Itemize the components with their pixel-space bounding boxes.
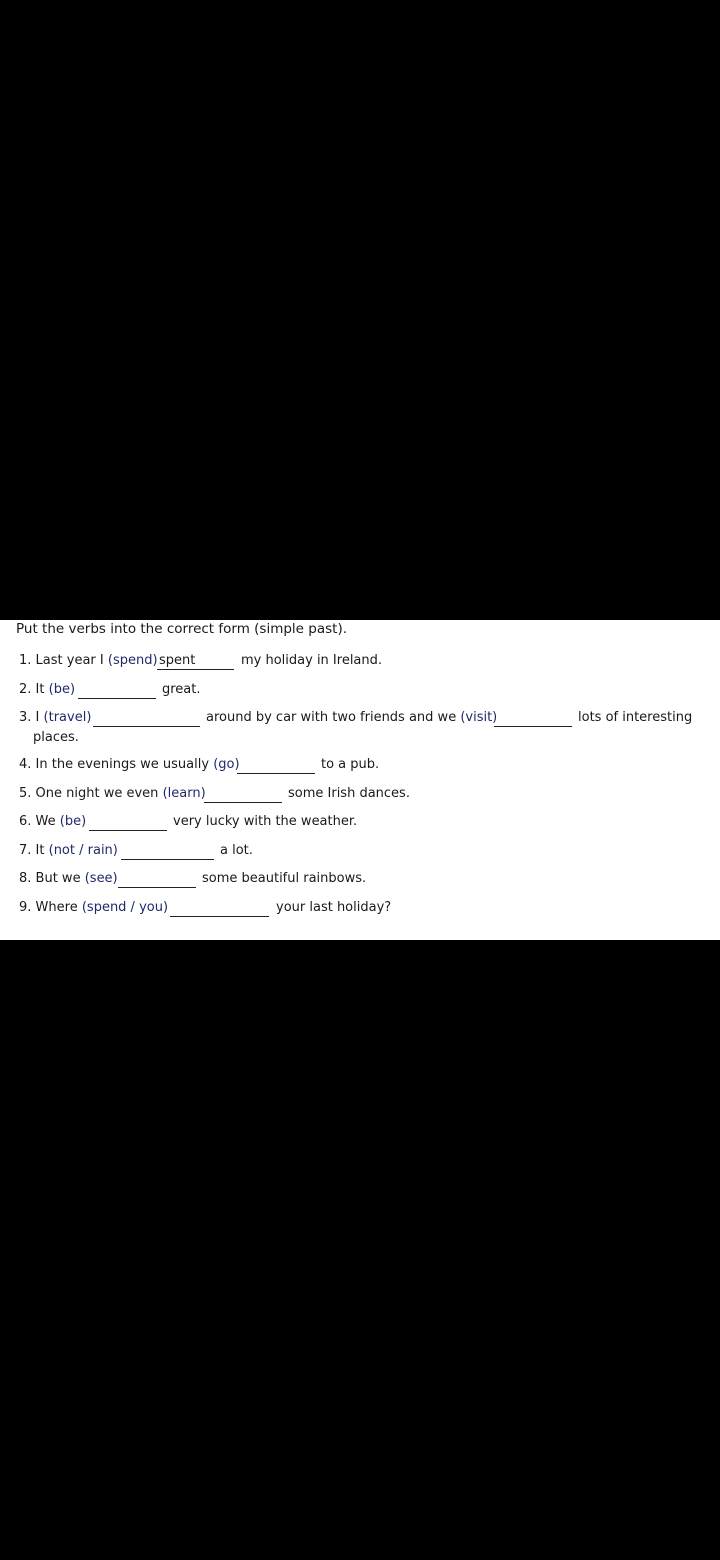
exercise-3-continuation: places. — [33, 730, 79, 745]
instructions-title: Put the verbs into the correct form (simple past). — [16, 621, 348, 637]
exercise-4-prompt: 4. In the evenings we usually (go) — [19, 757, 240, 772]
exercise-5-prompt: 5. One night we even (learn) — [19, 786, 206, 801]
worksheet — [0, 620, 720, 940]
exercise-4-rest: to a pub. — [321, 757, 380, 772]
exercise-2-rest: great. — [162, 682, 201, 697]
exercise-9-rest: your last holiday? — [276, 900, 392, 915]
exercise-5-rest: some Irish dances. — [288, 786, 410, 801]
exercise-6-rest: very lucky with the weather. — [173, 814, 358, 829]
exercise-8-prompt: 8. But we (see) — [19, 871, 118, 886]
exercise-3-rest: lots of interesting — [578, 710, 693, 725]
exercise-9-prompt: 9. Where (spend / you) — [19, 900, 169, 915]
exercise-7-answer[interactable] — [121, 842, 214, 860]
exercise-3-answer-2[interactable] — [494, 709, 572, 727]
exercise-1-answer[interactable]: spent — [157, 652, 234, 670]
exercise-5-answer[interactable] — [204, 785, 282, 803]
exercise-7-rest: a lot. — [220, 843, 253, 858]
exercise-3-answer[interactable] — [93, 709, 200, 727]
exercise-3-middle: around by car with two friends and we (visit) — [206, 710, 498, 725]
exercise-3-prompt: 3. I (travel) — [19, 710, 92, 725]
exercise-8-rest: some beautiful rainbows. — [202, 871, 367, 886]
exercise-6-answer[interactable] — [89, 813, 167, 831]
exercise-9-answer[interactable] — [170, 899, 269, 917]
exercise-6-prompt: 6. We (be) — [19, 814, 87, 829]
exercise-4-answer[interactable] — [237, 756, 315, 774]
exercise-7-prompt: 7. It (not / rain) — [19, 843, 118, 858]
exercise-2-answer[interactable] — [78, 681, 156, 699]
exercise-8-answer[interactable] — [118, 870, 196, 888]
exercise-1-prompt: 1. Last year I (spend) — [19, 653, 158, 668]
exercise-1-rest: my holiday in Ireland. — [241, 653, 383, 668]
exercise-2-prompt: 2. It (be) — [19, 682, 76, 697]
